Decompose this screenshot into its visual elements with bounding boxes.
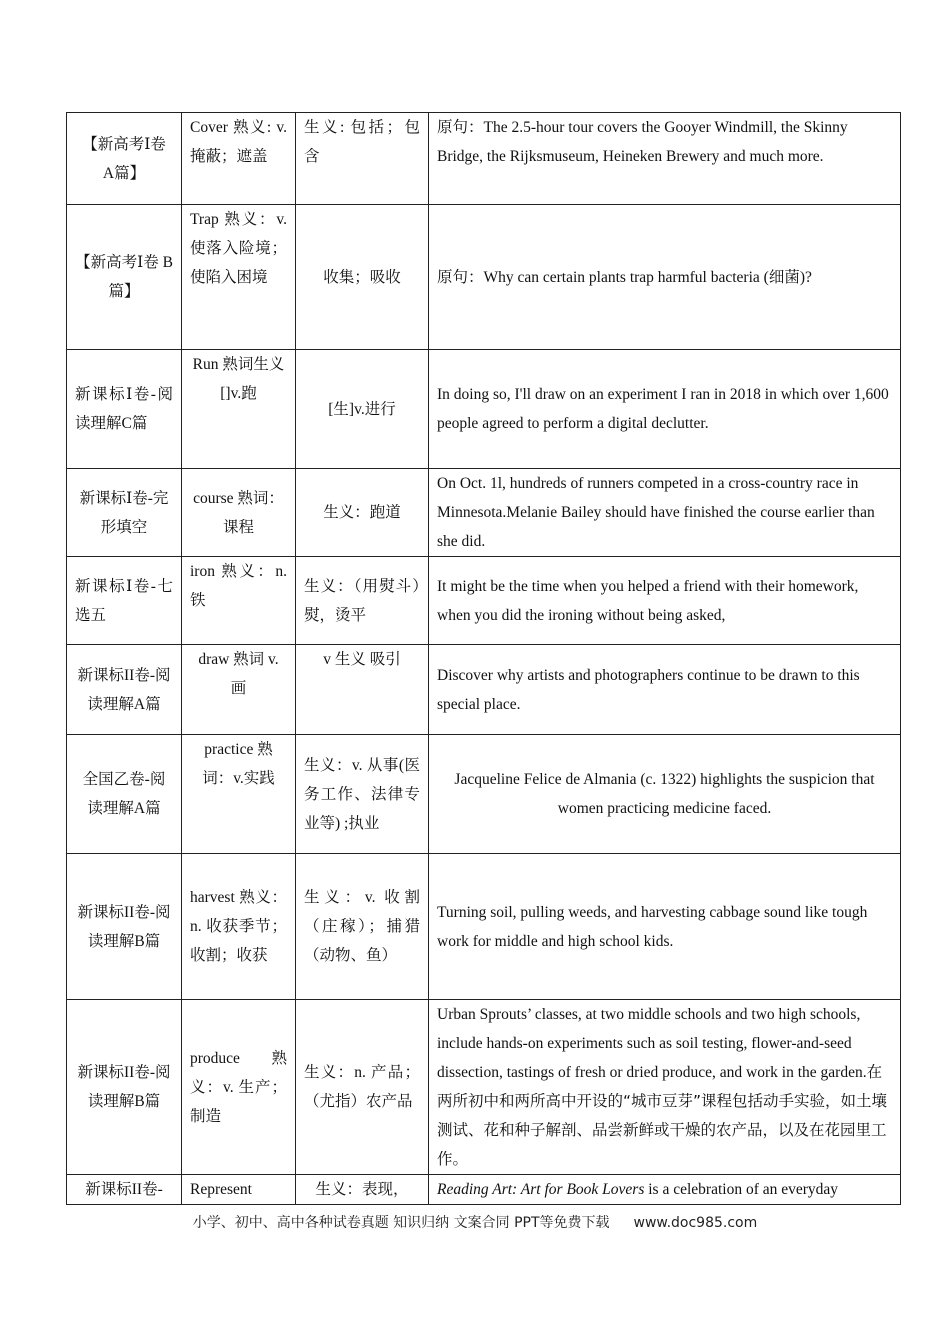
table-row	[67, 469, 901, 557]
sentence-english: Urban Sprouts’ classes, at two middle schools and two high schools, include hands-on experiments such as soil testing, flower-and-seed dissection, tastings of fresh or dried produce, and work in the garden.	[437, 1006, 867, 1081]
table-row	[67, 735, 901, 854]
source-cell: 新课标Ⅰ卷-完形填空	[67, 469, 182, 557]
familiar-meaning-cell: Run 熟词生义 []v.跑	[182, 350, 296, 469]
new-meaning-cell: 生义：v. 从事(医务工作、法律专业等) ;执业	[296, 735, 429, 854]
table-row	[67, 557, 901, 645]
source-cell: 新课标II卷-阅读理解B篇	[67, 1000, 182, 1175]
familiar-meaning-cell: course 熟词：课程	[182, 469, 296, 557]
source-cell: 新课标Ⅰ卷-阅读理解C篇	[67, 350, 182, 469]
footer-url[interactable]: www.doc985.com	[633, 1215, 758, 1231]
familiar-meaning-cell: practice 熟词：v.实践	[182, 735, 296, 854]
source-cell: 新课标II卷-	[67, 1175, 182, 1205]
table-row	[67, 205, 901, 350]
source-cell: 新课标Ⅰ卷-七选五	[67, 557, 182, 645]
sentence-text: is a celebration of an everyday	[644, 1181, 839, 1198]
example-sentence-cell: 原句：Why can certain plants trap harmful bacteria (细菌)?	[429, 205, 901, 350]
example-sentence-cell: In doing so, I'll draw on an experiment I ran in 2018 in which over 1,600 people agreed to perform a digital declutter.	[429, 350, 901, 469]
familiar-meaning-cell: iron 熟义：n. 铁	[182, 557, 296, 645]
source-cell: 新课标II卷-阅读理解B篇	[67, 854, 182, 1000]
example-sentence-cell: It might be the time when you helped a friend with their homework, when you did the ironing without being asked,	[429, 557, 901, 645]
familiar-meaning-cell: Trap 熟义：v. 使落入险境；使陷入困境	[182, 205, 296, 350]
example-sentence-cell: Discover why artists and photographers continue to be drawn to this special place.	[429, 645, 901, 735]
source-cell: 【新高考Ⅰ卷 A篇】	[67, 113, 182, 205]
example-sentence-cell	[429, 1175, 901, 1205]
new-meaning-cell: 生义：n. 产品；（尤指）农产品	[296, 1000, 429, 1175]
new-meaning-cell: 生义：（用熨斗）熨，烫平	[296, 557, 429, 645]
familiar-meaning-cell: Cover 熟义: v. 掩蔽；遮盖	[182, 113, 296, 205]
page-footer	[0, 1212, 950, 1232]
example-sentence-cell: Turning soil, pulling weeds, and harvesting cabbage sound like tough work for middle and high school kids.	[429, 854, 901, 1000]
table-row	[67, 350, 901, 469]
table-row	[67, 113, 901, 205]
new-meaning-cell: 生义：跑道	[296, 469, 429, 557]
table-row	[67, 854, 901, 1000]
source-cell: 【新高考Ⅰ卷 B篇】	[67, 205, 182, 350]
example-sentence-cell: 原句：The 2.5-hour tour covers the Gooyer Windmill, the Skinny Bridge, the Rijksmuseum, Heineken Brewery and much more.	[429, 113, 901, 205]
familiar-meaning-cell: harvest 熟义：n. 收获季节；收割；收获	[182, 854, 296, 1000]
table-row	[67, 1000, 901, 1175]
new-meaning-cell: 生义: 包括；包含	[296, 113, 429, 205]
vocabulary-table	[66, 112, 901, 1205]
source-cell: 全国乙卷-阅读理解A篇	[67, 735, 182, 854]
new-meaning-cell: v 生义 吸引	[296, 645, 429, 735]
new-meaning-cell: 生义：表现，	[296, 1175, 429, 1205]
table-row	[67, 1175, 901, 1205]
sentence-chinese-translation: 在两所初中和两所高中开设的“城市豆芽”课程包括动手实验，如土壤测试、花和种子解剖、品尝新鲜或干燥的农产品，以及在花园里工作。	[437, 1063, 888, 1168]
new-meaning-cell: [生]v.进行	[296, 350, 429, 469]
example-sentence-cell	[429, 1000, 901, 1175]
book-title: Reading Art: Art for Book Lovers	[437, 1181, 645, 1198]
new-meaning-cell: 收集；吸收	[296, 205, 429, 350]
familiar-meaning-cell: draw 熟词 v. 画	[182, 645, 296, 735]
familiar-meaning-cell: produce 熟义：v. 生产；制造	[182, 1000, 296, 1175]
footer-text: 小学、初中、高中各种试卷真题 知识归纳 文案合同 PPT等免费下载	[192, 1215, 610, 1231]
source-cell: 新课标II卷-阅读理解A篇	[67, 645, 182, 735]
table-row	[67, 645, 901, 735]
example-sentence-cell: On Oct. 1l, hundreds of runners competed in a cross-country race in Minnesota.Melanie Bailey should have finished the course earlier than she did.	[429, 469, 901, 557]
familiar-meaning-cell: Represent	[182, 1175, 296, 1205]
example-sentence-cell: Jacqueline Felice de Almania (c. 1322) highlights the suspicion that women practicing medicine faced.	[429, 735, 901, 854]
new-meaning-cell: 生义：v. 收割（庄稼）；捕猎（动物、鱼）	[296, 854, 429, 1000]
